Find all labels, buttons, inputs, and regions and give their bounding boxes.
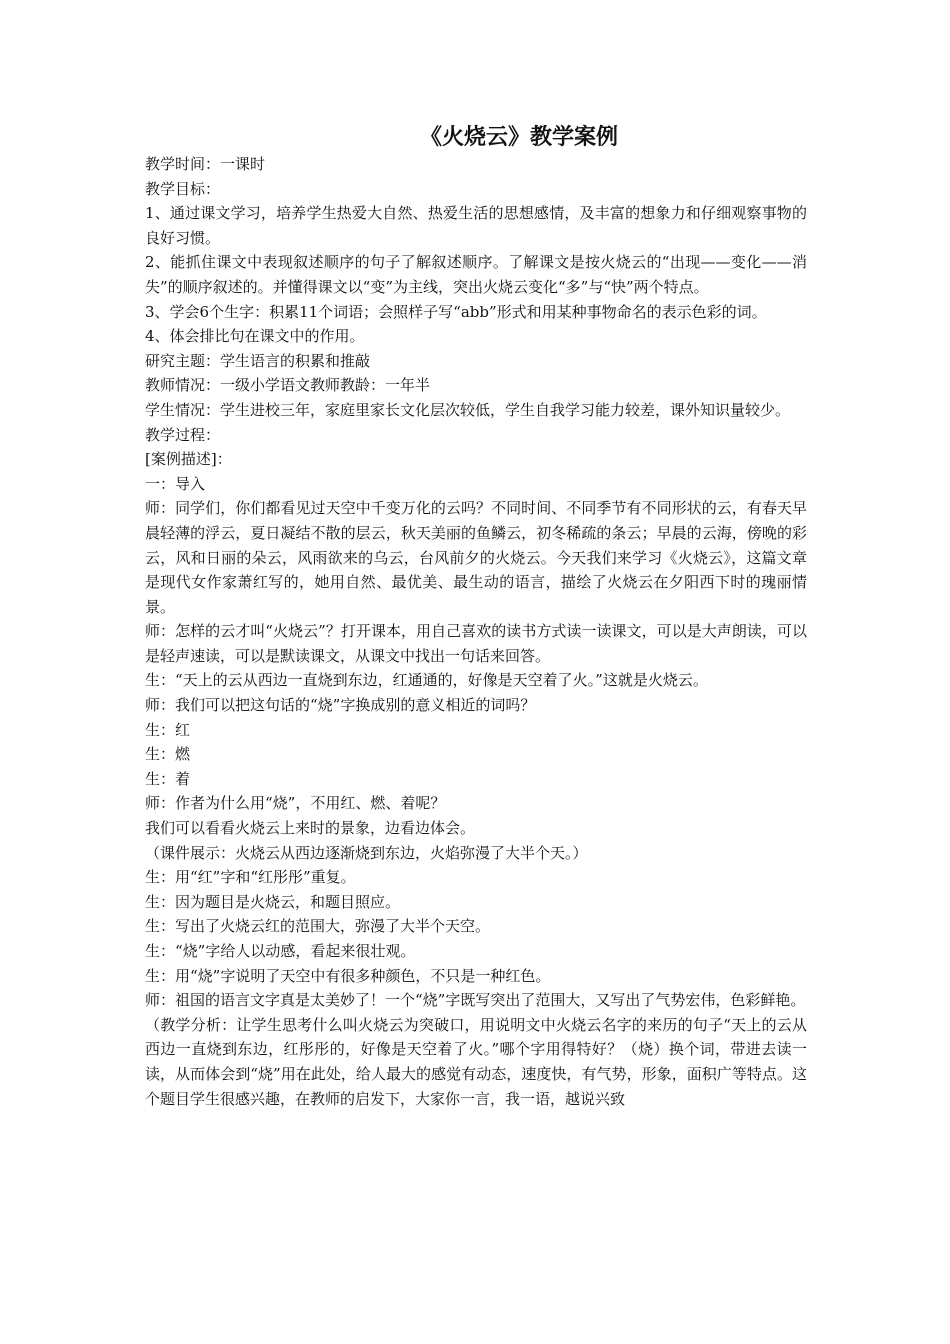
paragraph: 生：“天上的云从西边一直烧到东边，红通通的，好像是天空着了火。”这就是火烧云。	[145, 671, 708, 690]
document-title	[145, 122, 807, 152]
paragraph: 生：用“红”字和“红彤彤”重复。	[145, 868, 356, 887]
paragraph: 教学时间：一课时	[145, 155, 266, 173]
paragraph: 1、通过课文学习，培养学生热爱大自然、热爱生活的思想感情，及丰富的想象力和仔细观察事物的良好习惯。	[145, 204, 807, 247]
paragraph: 生：“烧”字给人以动感，看起来很壮观。	[145, 942, 416, 960]
paragraph: 教师情况：一级小学语文教师教龄：一年半	[145, 376, 431, 395]
paragraph: 师：同学们，你们都看见过天空中千变万化的云吗？不同时间、不同季节有不同形状的云，有春天早晨轻薄的浮云，夏日凝结不散的层云，秋天美丽的鱼鳞云，初冬稀疏的条云；早晨的云海，傍晚的彩云，风和日丽的朵云，风雨欲来的乌云，台风前夕的火烧云。今天我们来学习《火烧云》，这篇文章是现代女作家萧红写的，她用自然、最优美、最生动的语言，描绘了火烧云在夕阳西下时的瑰丽情景。	[145, 499, 807, 616]
paragraph: （教学分析：让学生思考什么叫火烧云为突破口，用说明文中火烧云名字的来历的句子“天上的云从西边一直烧到东边，红彤彤的，好像是天空着了火。”哪个字用得特好？（烧）换个词，带进去读一读，从而体会到“烧”用在此处，给人最大的感觉有动态，速度快，有气势，形象，面积广等特点。这个题目学生很感兴趣，在教师的启发下，大家你一言，我一语，越说兴致	[145, 1015, 807, 1108]
paragraph: （课件展示：火烧云从西边逐渐烧到东边，火焰弥漫了大半个天。）	[145, 843, 588, 862]
paragraph: 师：我们可以把这句话的“烧”字换成别的意义相近的词吗？	[145, 696, 536, 715]
paragraph: [案例描述]：	[145, 450, 232, 469]
paragraph: 生：写出了火烧云红的范围大，弥漫了大半个天空。	[145, 917, 491, 936]
paragraph: 学生情况：学生进校三年，家庭里家长文化层次较低，学生自我学习能力较差，课外知识量较少。	[145, 400, 791, 419]
paragraph: 教学过程：	[145, 425, 221, 444]
paragraph: 4、体会排比句在课文中的作用。	[145, 327, 365, 346]
paragraph: 师：怎样的云才叫“火烧云”？打开课本，用自己喜欢的读书方式读一读课文，可以是大声朗读，可以是轻声速读，可以是默读课文，从课文中找出一句话来回答。	[145, 622, 807, 665]
paragraph: 一：导入	[145, 474, 206, 493]
paragraph: 2、能抓住课文中表现叙述顺序的句子了解叙述顺序。了解课文是按火烧云的“出现——变化——消失”的顺序叙述的。并懂得课文以“变”为主线，突出火烧云变化“多”与“快”两个特点。	[145, 253, 807, 296]
paragraph: 3、学会6个生字：积累11个词语；会照样子写“abb”形式和用某种事物命名的表示色彩的词。	[145, 302, 767, 321]
document-body	[145, 152, 807, 1111]
paragraph: 教学目标：	[145, 179, 221, 198]
paragraph: 师：作者为什么用“烧”，不用红、燃、着呢？	[145, 794, 446, 813]
paragraph: 生：燃	[145, 745, 191, 764]
paragraph: 师：祖国的语言文字真是太美妙了！一个“烧”字既写突出了范围大，又写出了气势宏伟，色彩鲜艳。	[145, 991, 806, 1010]
paragraph: 生：着	[145, 769, 191, 788]
paragraph: 生：用“烧”字说明了天空中有很多种颜色，不只是一种红色。	[145, 966, 551, 985]
paragraph: 生：红	[145, 720, 191, 739]
paragraph: 生：因为题目是火烧云，和题目照应。	[145, 892, 401, 911]
title-text: 《火烧云》教学案例	[420, 124, 619, 150]
paragraph: 研究主题：学生语言的积累和推敲	[145, 351, 371, 370]
paragraph: 我们可以看看火烧云上来时的景象，边看边体会。	[145, 819, 476, 838]
